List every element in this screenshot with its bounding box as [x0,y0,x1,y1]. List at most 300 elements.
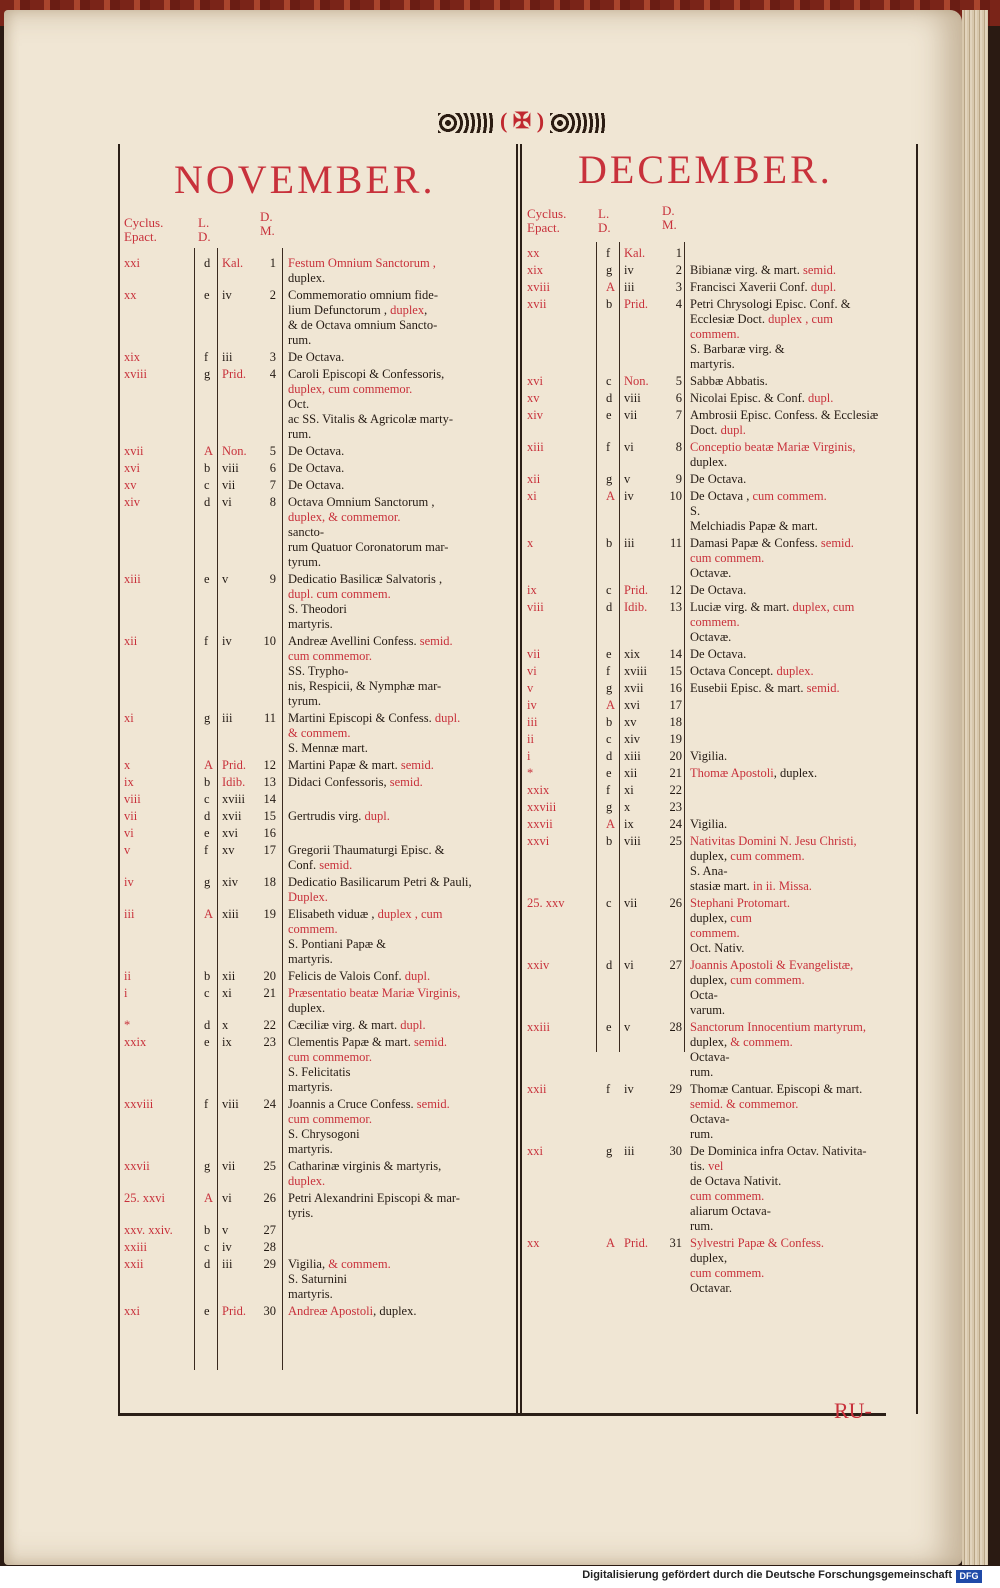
feast-text: lium Defunctorum , [288,303,391,317]
rubric-text: & commem. [288,726,351,740]
rubric-text: dupl. [720,423,746,437]
roman-date: Non. [222,444,247,458]
day-number: 4 [675,297,682,311]
day-number: 19 [263,907,276,921]
dominical-letter: e [204,1035,210,1049]
dominical-letter: e [606,1020,612,1034]
feast-line [690,489,827,504]
feast-text: Oct. Nativ. [690,941,745,955]
feast-line [288,1035,447,1050]
rubric-text: Festum Omnium Sanctorum , [288,256,436,270]
feast-line [288,256,436,271]
cyclus-epact: xviii [527,280,550,294]
feast-text: Commemoratio omnium fide- [288,288,438,302]
feast-text: Luciæ virg. & mart. [690,600,793,614]
day-number: 8 [675,440,682,454]
feast-line [288,587,391,602]
day-number: 25 [669,834,682,848]
feast-line [690,1127,713,1142]
roman-date: iii [624,1144,635,1158]
cyclus-epact: viii [124,792,141,806]
dominical-letter: e [204,826,210,840]
month-title-november: NOVEMBER. [174,157,436,202]
feast-line [690,1281,732,1296]
feast-text: sancto- [288,525,325,539]
day-number: 19 [669,732,682,746]
cyclus-epact: ii [527,732,534,746]
feast-text: stasiæ mart. [690,879,753,893]
dominical-letter: c [204,986,210,1000]
feast-text: Damasi Papæ & Confess. [690,536,821,550]
feast-text: Vigilia. [690,817,728,831]
cyclus-epact: viii [527,600,544,614]
rubric-text: dupl. [434,711,461,725]
feast-text: Dedicatio Basilicarum Petri & Pauli, [288,875,472,889]
feast-line [690,566,731,581]
feast-line [288,1159,441,1174]
roman-date: iv [624,263,634,277]
roman-date: vi [624,440,634,454]
rubric-text: commem. [690,327,740,341]
roman-date: viii [222,1097,239,1111]
feast-line [288,664,348,679]
cyclus-epact: xxix [527,783,550,797]
header-d-dec: D. [662,203,675,218]
feast-text: S. Theodori [288,602,347,616]
cyclus-epact: xix [527,263,543,277]
day-number: 10 [263,634,276,648]
feast-text: Octavæ. [690,630,732,644]
feast-text: rum Quatuor Coronatorum mar- [288,540,449,554]
feast-line [288,1272,347,1287]
day-number: 23 [263,1035,276,1049]
day-number: 1 [675,246,682,260]
cyclus-epact: ii [124,969,131,983]
cyclus-epact: 25. xxvi [124,1191,165,1205]
feast-line [690,879,812,894]
header-epact: Epact. [124,229,157,244]
feast-line [690,749,727,764]
cyclus-epact: xxix [124,1035,147,1049]
cyclus-epact: xvi [124,461,140,475]
rubric-text: cum commem. [752,489,827,503]
feast-text: De Octava. [288,461,345,475]
frame-left-rule [118,144,120,1414]
feast-line [288,1050,372,1065]
rubric-text: Præsentatio beatæ Mariæ Virginis, [288,986,461,1000]
dominical-letter: g [204,1159,211,1173]
feast-text: rum. [690,1219,714,1233]
cyclus-epact: x [124,758,131,772]
cyclus-epact: xii [124,634,138,648]
dominical-letter: c [204,792,210,806]
rubric-text: duplex [390,303,425,317]
dominical-letter: f [204,350,209,364]
rubric-text: duplex , cum [768,312,834,326]
feast-text: Thomæ Cantuar. Episcopi & mart. [690,1082,863,1096]
roman-date: Kal. [222,256,244,270]
roman-date: Idib. [222,775,246,789]
dominical-letter: e [606,766,612,780]
day-number: 13 [263,775,276,789]
feast-line [288,775,423,790]
feast-line [288,350,344,365]
dominical-letter: e [606,647,612,661]
day-number: 27 [263,1223,276,1237]
rubric-text: semid. [820,536,854,550]
feast-text: tyrum. [288,555,321,569]
day-number: 27 [669,958,682,972]
day-number: 28 [263,1240,276,1254]
roman-date: vii [624,408,638,422]
roman-date: xi [624,783,634,797]
rubric-text: duplex, cum commemor. [288,382,413,396]
rubric-text: Nativitas Domini N. Jesu Christi, [690,834,857,848]
day-number: 21 [263,986,276,1000]
feast-line [288,1018,426,1033]
day-number: 29 [669,1082,682,1096]
feast-line [288,1065,351,1080]
cyclus-epact: vii [527,647,541,661]
cyclus-epact: xvii [124,444,144,458]
roman-date: xii [222,969,236,983]
dominical-letter: g [204,875,211,889]
dominical-letter: b [606,536,613,550]
cyclus-epact: iv [527,698,537,712]
feast-text: De Octava. [288,478,345,492]
dominical-letter: d [606,600,613,614]
feast-line [288,843,444,858]
feast-line [690,1065,713,1080]
day-number: 5 [269,444,276,458]
feast-text: duplex, [690,1251,728,1265]
feast-text: martyris. [288,1142,333,1156]
day-number: 14 [263,792,276,806]
dominical-letter: A [606,1236,616,1250]
feast-line [690,647,746,662]
feast-line [690,1219,713,1234]
roman-date: iii [222,350,233,364]
feast-line [288,461,344,476]
roman-date: vi [222,1191,232,1205]
feast-text: Melchiadis Papæ & mart. [690,519,818,533]
feast-text: , duplex. [773,766,818,780]
dominical-letter: g [606,681,613,695]
feast-text: & de Octava omnium Sancto- [288,318,438,332]
rubric-text: dupl. [810,280,837,294]
header-d: D. [260,209,273,224]
feast-line [690,600,854,615]
roman-date: iii [222,711,233,725]
header-l-dec: L. [598,206,610,221]
cyclus-epact: vi [124,826,134,840]
feast-text: , duplex. [373,1304,417,1318]
feast-text: Martini Episcopi & Confess. [288,711,435,725]
feast-line [288,318,437,333]
feast-text: Sabbæ Abbatis. [690,374,768,388]
roman-date: xii [624,766,638,780]
feast-text: Vigilia, [288,1257,329,1271]
dominical-letter: c [606,732,612,746]
dominical-letter: g [204,367,211,381]
frame-right-rule [916,144,918,1414]
feast-line [690,664,814,679]
feast-text: S. Chrysogoni [288,1127,360,1141]
feast-line [288,711,460,726]
feast-line [288,1112,372,1127]
feast-text: duplex, [690,1035,731,1049]
feast-line [690,1159,723,1174]
feast-text: Felicis de Valois Conf. [288,969,405,983]
feast-line [690,374,768,389]
day-number: 24 [669,817,682,831]
feast-text: Bibianæ virg. & mart. [690,263,803,277]
feast-line [690,896,790,911]
cyclus-epact: xxvi [527,834,550,848]
feast-line [690,1174,781,1189]
feast-line [690,1266,764,1281]
feast-text: martyris. [288,1080,333,1094]
rubric-text: Sylvestri Papæ & Confess. [690,1236,825,1250]
feast-line [288,726,351,741]
feast-line [690,297,850,312]
cyclus-epact: iii [124,907,135,921]
rubric-text: & commem. [730,1035,793,1049]
cyclus-epact: xxi [124,256,140,270]
feast-text: Joannis a Cruce Confess. [288,1097,417,1111]
day-number: 12 [263,758,276,772]
roman-date: xiii [624,749,641,763]
dominical-letter: A [204,907,214,921]
feast-text: duplex. [288,271,326,285]
cyclus-epact: xx [527,246,540,260]
cyclus-epact: xxviii [124,1097,154,1111]
roman-date: vi [222,495,232,509]
day-number: 3 [675,280,682,294]
header-cyclus-dec: Cyclus. [527,206,567,221]
roman-date: vii [624,896,638,910]
roman-date: v [624,1020,631,1034]
feast-line [690,1236,824,1251]
roman-date: xv [624,715,637,729]
feast-line [288,510,400,525]
dominical-letter: f [204,843,209,857]
header-epact-dec: Epact. [527,220,560,235]
roman-date: iv [222,1240,232,1254]
sep-nov-l [194,248,195,1370]
cyclus-epact: xi [527,489,537,503]
feast-line [690,1204,771,1219]
day-number: 3 [269,350,276,364]
feast-line [690,1112,730,1127]
cyclus-epact: xvi [527,374,543,388]
feast-line [288,617,333,632]
roman-date: xvii [222,809,242,823]
feast-line [690,864,728,879]
roman-date: Idib. [624,600,648,614]
feast-text: aliarum Octava- [690,1204,771,1218]
header-l: L. [198,215,210,230]
feast-line [288,382,412,397]
feast-text: duplex, [690,973,731,987]
feast-line [288,288,438,303]
roman-date: xiv [624,732,640,746]
rubric-text: cum commemor. [288,649,373,663]
dominical-letter: c [204,1240,210,1254]
dominical-letter: c [606,583,612,597]
rubric-text: semid. [319,858,353,872]
feast-line [690,472,746,487]
rubric-text: dupl. [404,969,431,983]
feast-line [690,408,878,423]
rubric-text: cum commem. [690,1189,765,1203]
roman-date: iv [624,1082,634,1096]
day-number: 21 [669,766,682,780]
dominical-letter: A [204,444,214,458]
dominical-letter: c [204,478,210,492]
roman-date: Prid. [222,758,246,772]
feast-line [690,357,735,372]
roman-date: ix [222,1035,232,1049]
rubric-text: in ii. Missa. [752,879,812,893]
roman-date: iv [222,634,232,648]
feast-text: Cæciliæ virg. & mart. [288,1018,401,1032]
header-cyclus: Cyclus. [124,215,164,230]
feast-text: Gertrudis virg. [288,809,365,823]
cyclus-epact: xv [124,478,137,492]
cyclus-epact: xxi [527,1144,543,1158]
feast-line [288,1080,333,1095]
feast-text: Nicolai Episc. & Conf. [690,391,809,405]
day-number: 9 [269,572,276,586]
day-number: 11 [669,536,682,550]
feast-text: Catharinæ virginis & martyris, [288,1159,442,1173]
feast-text: S. Saturnini [288,1272,348,1286]
roman-date: viii [624,391,641,405]
day-number: 8 [269,495,276,509]
day-number: 13 [669,600,682,614]
feast-text: , [424,303,428,317]
feast-line [288,922,338,937]
roman-date: Prid. [222,367,246,381]
feast-text: Octava Omnium Sanctorum , [288,495,435,509]
feast-text: ac SS. Vitalis & Agricolæ marty- [288,412,453,426]
feast-line [288,634,453,649]
day-number: 23 [669,800,682,814]
ornament-right-icon [550,113,606,133]
roman-date: iv [222,288,232,302]
feast-text: Octava- [690,1112,730,1126]
feast-line [690,926,740,941]
feast-line [690,1082,862,1097]
roman-date: Prid. [624,583,648,597]
feast-text: Eusebii Episc. & mart. [690,681,807,695]
dominical-letter: f [606,440,611,454]
feast-text: rum. [690,1065,714,1079]
feast-line [288,495,435,510]
roman-date: iii [624,536,635,550]
rubric-text: semid. [806,681,840,695]
dominical-letter: f [606,783,611,797]
feast-text: de Octava Nativit. [690,1174,782,1188]
roman-date: xviii [624,664,647,678]
feast-text: S. Mennæ mart. [288,741,368,755]
day-number: 12 [669,583,682,597]
feast-text: rum. [690,1127,714,1141]
cyclus-epact: x [527,536,534,550]
day-number: 24 [263,1097,276,1111]
rubric-text: Duplex. [288,890,328,904]
cyclus-epact: xxii [527,1082,547,1096]
feast-line [288,937,386,952]
cyclus-epact: xiv [124,495,140,509]
day-number: 14 [669,647,682,661]
feast-text: S. [690,504,701,518]
rubric-text: Stephani Protomart. [690,896,790,910]
feast-line [690,973,805,988]
feast-text: Octa- [690,988,718,1002]
cyclus-epact: xxi [124,1304,140,1318]
feast-line [690,1020,866,1035]
sep-dec-f [684,242,685,1052]
roman-date: iii [624,280,635,294]
dominical-letter: d [204,256,211,270]
cyclus-epact: * [527,766,534,780]
feast-line [690,327,740,342]
cyclus-epact: xviii [124,367,147,381]
frame-center-rule [516,144,518,1414]
feast-line [288,952,333,967]
day-number: 30 [669,1144,682,1158]
cyclus-epact: xiii [527,440,544,454]
feast-text: Octavæ. [690,566,732,580]
day-number: 20 [263,969,276,983]
footer-text: Digitalisierung gefördert durch die Deutsche Forschungsgemeinschaft [582,1569,952,1581]
dominical-letter: d [606,391,613,405]
feast-line [288,1191,460,1206]
day-number: 9 [675,472,682,486]
frame-bottom-rule [118,1413,886,1416]
roman-date: Prid. [624,297,648,311]
feast-text: Ecclesiæ Doct. [690,312,769,326]
cyclus-epact: xx [124,288,137,302]
dominical-letter: e [204,288,210,302]
rubric-text: duplex , cum [377,907,443,921]
day-number: 18 [263,875,276,889]
cyclus-epact: ix [124,775,134,789]
rubric-text: duplex. [288,1174,326,1188]
cyclus-epact: xii [527,472,541,486]
page-header [412,108,632,138]
dominical-letter: g [606,1144,613,1158]
feast-text: Caroli Episcopi & Confessoris, [288,367,445,381]
dominical-letter: g [606,800,613,814]
feast-line [690,615,740,630]
feast-text: tyris. [288,1206,314,1220]
roman-date: vii [222,1159,236,1173]
roman-date: viii [222,461,239,475]
feast-line [690,834,857,849]
feast-line [288,1304,416,1319]
dominical-letter: d [204,495,211,509]
day-number: 16 [263,826,276,840]
feast-line [690,1251,727,1266]
feast-line [690,1097,798,1112]
roman-date: Non. [624,374,649,388]
day-number: 6 [269,461,276,475]
footer-bar [0,1566,1000,1588]
feast-line [288,602,347,617]
